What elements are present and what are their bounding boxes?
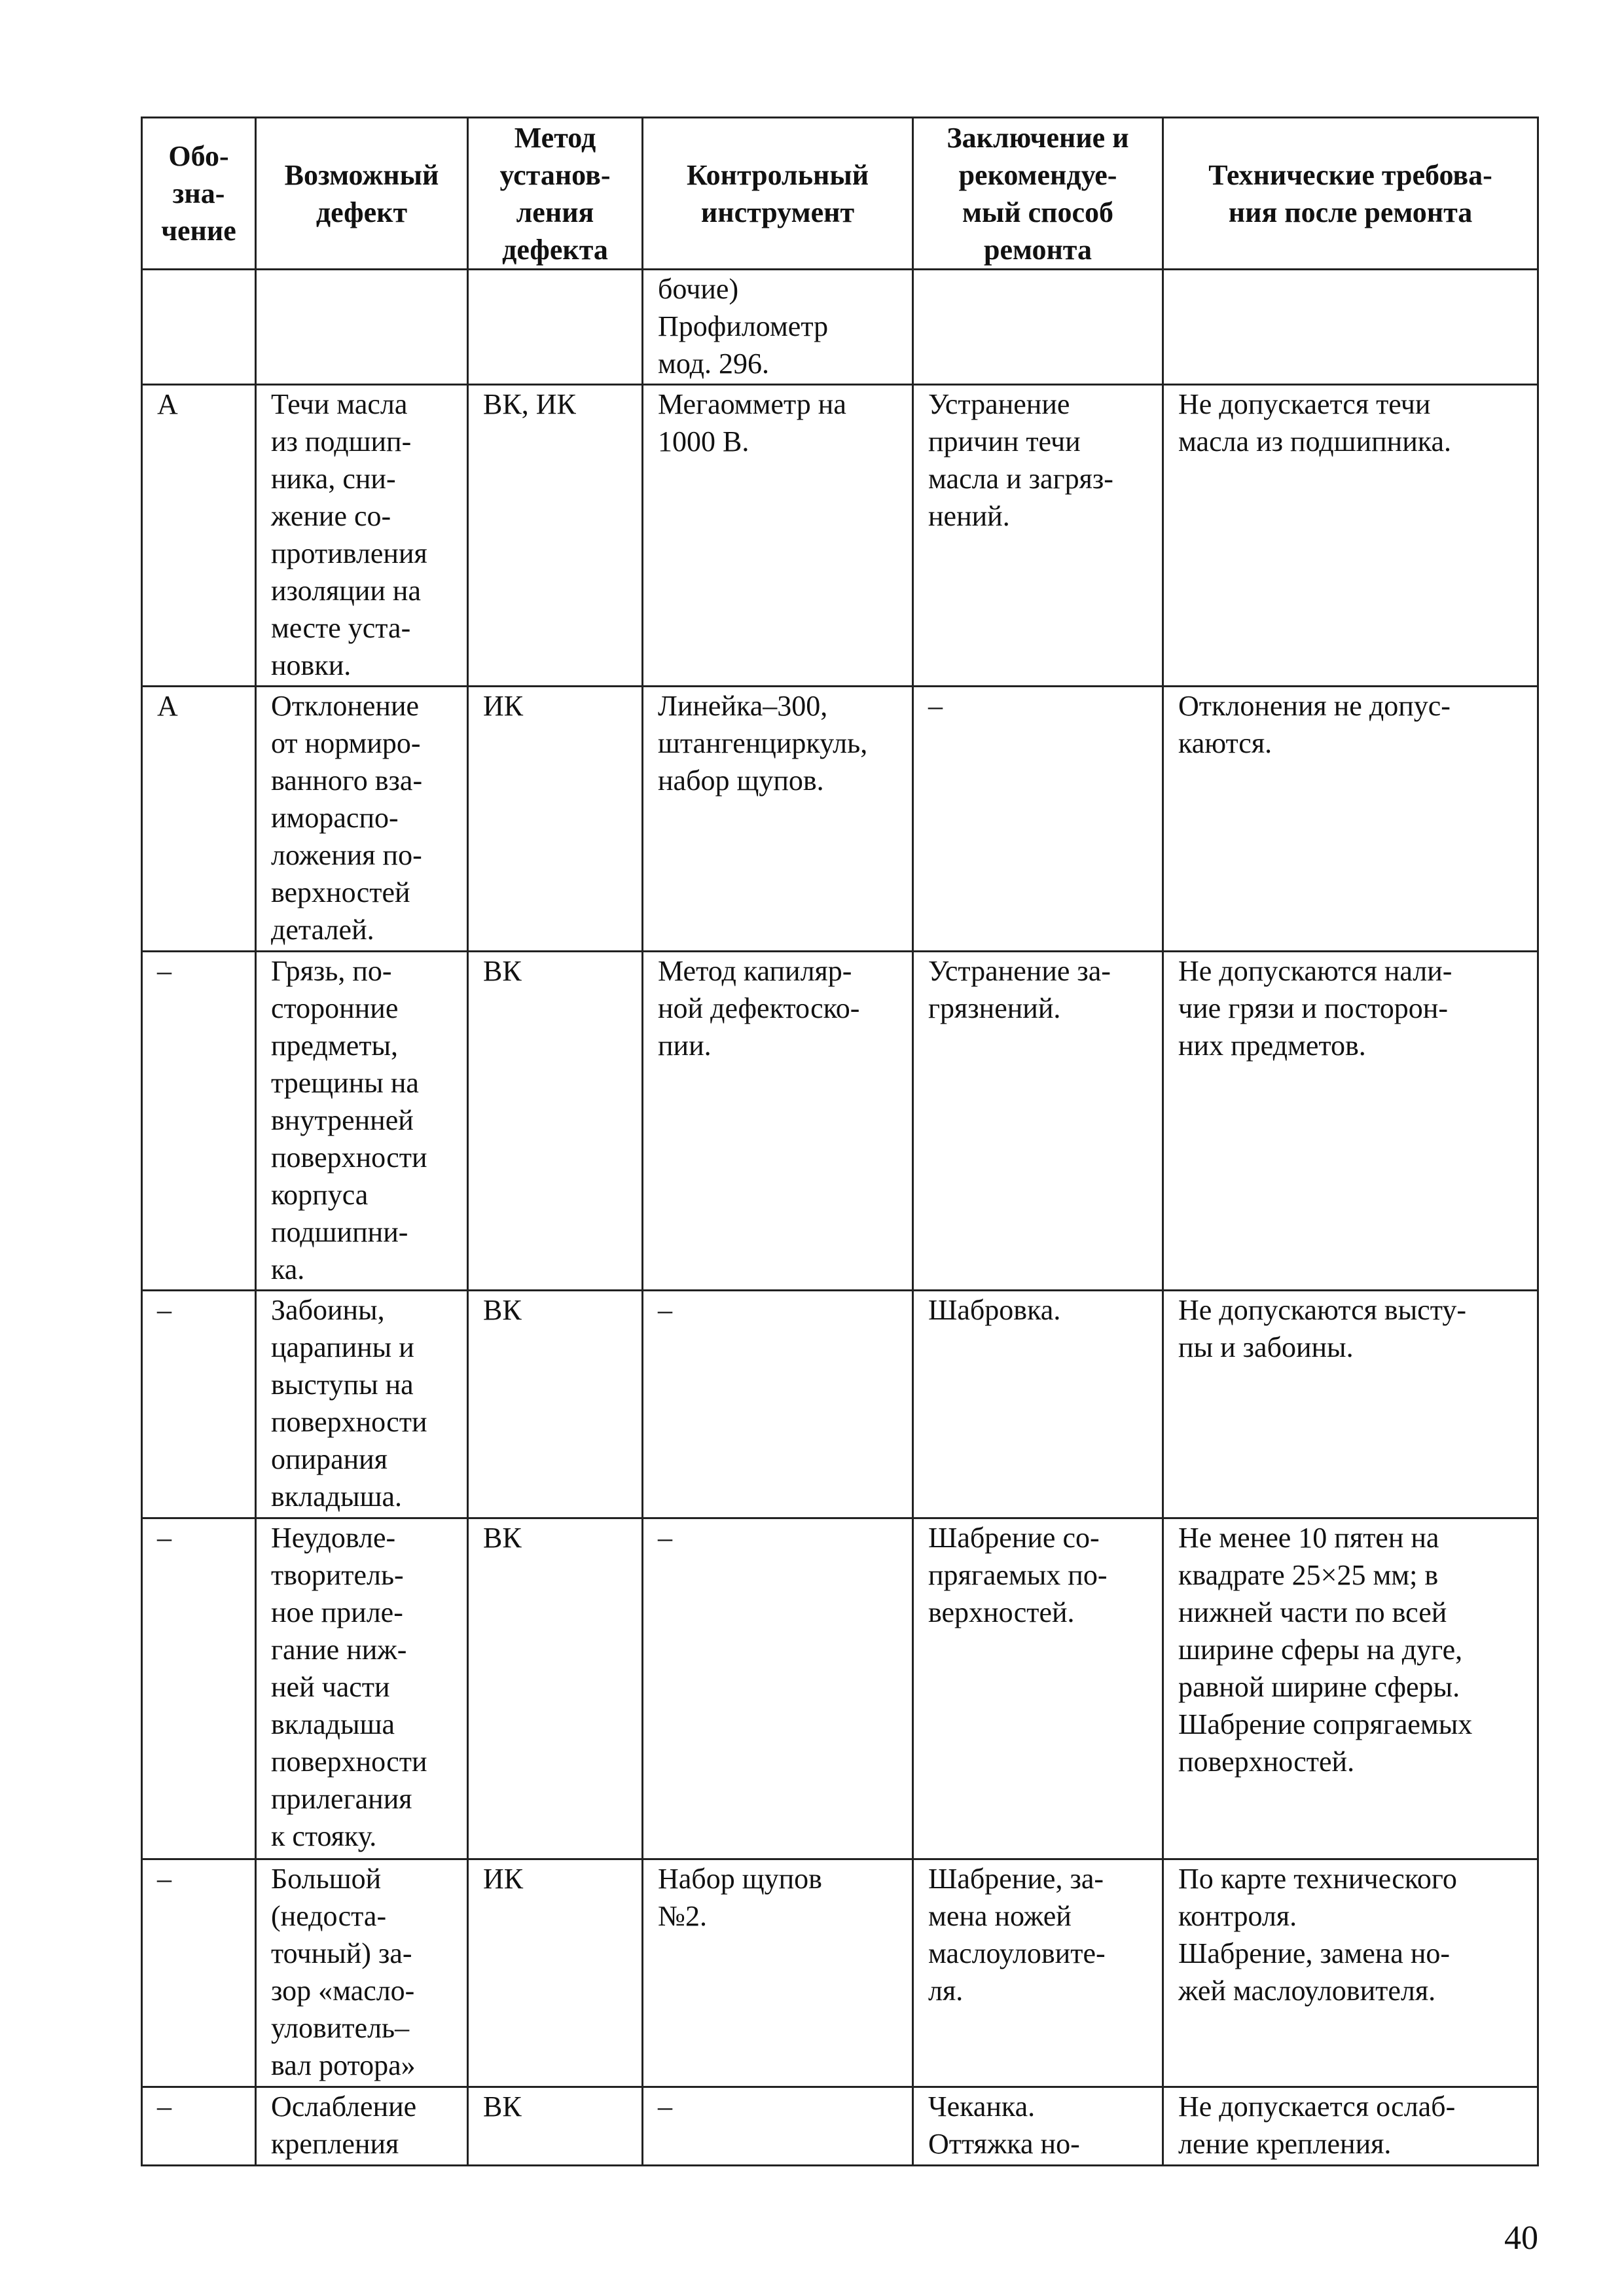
cell-method: ВК xyxy=(468,952,643,1291)
defects-table xyxy=(141,117,1539,2166)
cell-tool: бочие) Профилометр мод. 296. xyxy=(643,270,913,385)
header-detection-method: Метод установ- ления дефекта xyxy=(468,118,643,270)
cell-repair: Устранение причин течи масла и загряз- нений. xyxy=(913,385,1163,687)
header-conclusion-repair: Заключение и рекомендуе- мый способ ремонта xyxy=(913,118,1163,270)
cell-tool: Метод капиляр- ной дефектоско- пии. xyxy=(643,952,913,1291)
header-possible-defect: Возможный дефект xyxy=(256,118,468,270)
page-number: 40 xyxy=(1504,2219,1538,2257)
cell-method: ВК xyxy=(468,1518,643,1859)
table-row xyxy=(142,952,1538,1291)
cell-requirements xyxy=(1163,270,1538,385)
cell-tool: – xyxy=(643,1291,913,1518)
cell-repair: Шабровка. xyxy=(913,1291,1163,1518)
cell-designation: – xyxy=(142,1518,256,1859)
cell-method: ВК, ИК xyxy=(468,385,643,687)
cell-designation: – xyxy=(142,1291,256,1518)
cell-defect xyxy=(256,270,468,385)
cell-repair: Шабрение, за- мена ножей маслоуловите- ля. xyxy=(913,1859,1163,2087)
cell-designation: А xyxy=(142,687,256,952)
table-row xyxy=(142,2087,1538,2166)
cell-method: ВК xyxy=(468,1291,643,1518)
cell-requirements: Не менее 10 пятен на квадрате 25×25 мм; в нижней части по всей ширине сферы на дуге, равной ширине сферы. Шабрение сопрягаемых поверхностей. xyxy=(1163,1518,1538,1859)
cell-tool: – xyxy=(643,2087,913,2166)
cell-method xyxy=(468,270,643,385)
header-designation: Обо- зна- чение xyxy=(142,118,256,270)
cell-designation: А xyxy=(142,385,256,687)
cell-requirements: Не допускаются нали- чие грязи и посторон- них предметов. xyxy=(1163,952,1538,1291)
cell-requirements: Отклонения не допус- каются. xyxy=(1163,687,1538,952)
cell-method: ИК xyxy=(468,1859,643,2087)
cell-method: ИК xyxy=(468,687,643,952)
header-control-tool: Контрольный инструмент xyxy=(643,118,913,270)
cell-designation: – xyxy=(142,1859,256,2087)
cell-tool: Мегаомметр на 1000 В. xyxy=(643,385,913,687)
cell-method: ВК xyxy=(468,2087,643,2166)
cell-repair xyxy=(913,270,1163,385)
cell-requirements: Не допускается течи масла из подшипника. xyxy=(1163,385,1538,687)
cell-defect: Грязь, по- сторонние предметы, трещины на внутренней поверхности корпуса подшипни- ка. xyxy=(256,952,468,1291)
cell-requirements: По карте технического контроля. Шабрение, замена но- жей маслоуловителя. xyxy=(1163,1859,1538,2087)
table-row xyxy=(142,270,1538,385)
table-row xyxy=(142,1859,1538,2087)
cell-requirements: Не допускается ослаб- ление крепления. xyxy=(1163,2087,1538,2166)
cell-defect: Забоины, царапины и выступы на поверхности опирания вкладыша. xyxy=(256,1291,468,1518)
cell-defect: Неудовле- творитель- ное приле- гание ниж- ней части вкладыша поверхности прилегания к стояку. xyxy=(256,1518,468,1859)
cell-tool: Набор щупов №2. xyxy=(643,1859,913,2087)
cell-defect: Ослабление крепления xyxy=(256,2087,468,2166)
cell-repair: Шабрение со- прягаемых по- верхностей. xyxy=(913,1518,1163,1859)
table-header-row xyxy=(142,118,1538,270)
header-tech-requirements: Технические требова- ния после ремонта xyxy=(1163,118,1538,270)
cell-requirements: Не допускаются высту- пы и забоины. xyxy=(1163,1291,1538,1518)
cell-repair: Чеканка. Оттяжка но- xyxy=(913,2087,1163,2166)
cell-tool: – xyxy=(643,1518,913,1859)
cell-defect: Отклонение от нормиро- ванного вза- имораспо- ложения по- верхностей деталей. xyxy=(256,687,468,952)
cell-defect: Большой (недоста- точный) за- зор «масло- уловитель– вал ротора» xyxy=(256,1859,468,2087)
table-row xyxy=(142,1291,1538,1518)
table-row xyxy=(142,687,1538,952)
cell-defect: Течи масла из подшип- ника, сни- жение со- противления изоляции на месте уста- новки. xyxy=(256,385,468,687)
table-row xyxy=(142,1518,1538,1859)
cell-designation: – xyxy=(142,2087,256,2166)
cell-repair: – xyxy=(913,687,1163,952)
table-row xyxy=(142,385,1538,687)
cell-designation xyxy=(142,270,256,385)
cell-tool: Линейка–300, штангенциркуль, набор щупов. xyxy=(643,687,913,952)
cell-repair: Устранение за- грязнений. xyxy=(913,952,1163,1291)
cell-designation: – xyxy=(142,952,256,1291)
